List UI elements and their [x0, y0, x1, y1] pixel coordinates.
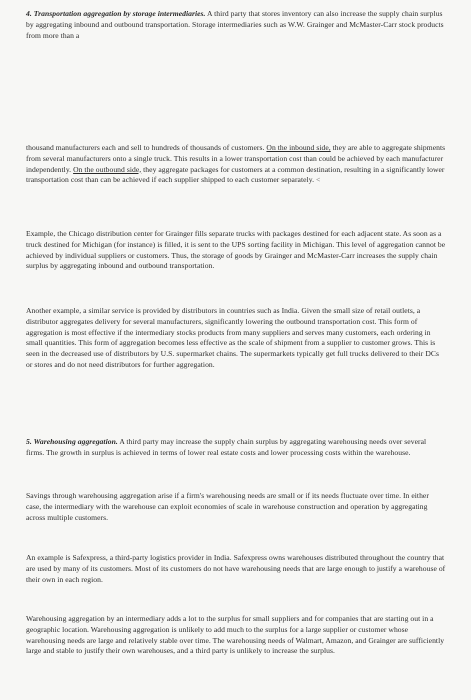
text-cursor: <	[315, 175, 321, 185]
section-heading-5: 5. Warehousing aggregation.	[26, 437, 118, 446]
paragraph-safexpress: An example is Safexpress, a third-party logistics provider in India. Safexpress owns warehouses distributed throughout the country that are used by many of its customers. Most of its customers do not have warehousing needs that are large enough to justify a warehouse of their own in each region.	[26, 553, 446, 584]
paragraph-text: they aggregate packages for customers at a common destination, resulting in a significantly lower transportation cost than can be achieved if each supplier shipped to each customer separately.	[26, 164, 445, 185]
paragraph-transportation-aggregation	[26, 9, 446, 41]
paragraph-text: thousand manufacturers each and sell to hundreds of thousands of customers.	[26, 143, 267, 152]
section-heading-4: 4. Transportation aggregation by storage intermediaries.	[26, 9, 206, 18]
paragraph-savings: Savings through warehousing aggregation arise if a firm's warehousing needs are small or if its needs fluctuate over time. In either case, the intermediary with the warehouse can exploit economies of scale in warehouse construction and operation by aggregating across multiple customers.	[26, 491, 429, 522]
underlined-phrase-outbound: On the outbound side,	[73, 164, 142, 174]
paragraph-small-suppliers: Warehousing aggregation by an intermediary adds a lot to the surplus for small suppliers and for companies that are starting out in a geographic location. Warehousing aggregation is unlikely to add much to the surplus for a large supplier or customer whose warehousing needs are large and relatively stable over time. The warehousing needs of Walmart, Amazon, and Grainger are sufficiently large and stable to justify their own warehouses, and a third party is unlikely to increase the surplus.	[26, 614, 445, 656]
underlined-phrase-inbound: On the inbound side,	[266, 143, 331, 152]
paragraph-warehousing-aggregation	[26, 437, 446, 459]
paragraph-example-india: Another example, a similar service is provided by distributors in countries such as India. Given the small size of retail outlets, a distributor aggregates delivery for several manufacturers, significantly lowering the outbound transportation cost. This form of aggregation is most effective if the intermediary stocks products from many suppliers and serves many customers, each ordering in small quantities. This form of aggregation becomes less effective as the scale of shipment from a supplier to customer grows. This is seen in the decreased use of distributors by U.S. supermarket chains. The supermarkets typically get full trucks delivered to their DCs or stores and do not need distributors for further aggregation.	[26, 306, 439, 369]
paragraph-text: A third party that stores inventory can also increase the supply chain surplus by aggregating inbound and outbound transportation. Storage intermediaries such as W.W. Grainger and McMaster-Carr stock products from more than a	[26, 9, 444, 40]
paragraph-text: they are able to aggregate shipments from several manufacturers onto a single truck. This results in a lower transportation cost than could be achieved by each manufacturer independently.	[26, 143, 446, 174]
paragraph-text: A third party may increase the supply chain surplus by aggregating warehousing needs over several firms. The growth in surplus is achieved in terms of lower real estate costs and lower processing costs within the warehouse.	[26, 437, 427, 457]
paragraph-example-grainger: Example, the Chicago distribution center for Grainger fills separate trucks with packages destined for each adjacent state. As soon as a truck destined for Michigan (for instance) is filled, it is sent to the UPS sorting facility in Michigan. This level of aggregation cannot be achieved by individual suppliers or customers. Thus, the storage of goods by Grainger and McMaster-Carr increases the supply chain surplus by aggregating inbound and outbound transportation.	[26, 229, 446, 271]
paragraph-inbound-outbound	[26, 143, 446, 186]
